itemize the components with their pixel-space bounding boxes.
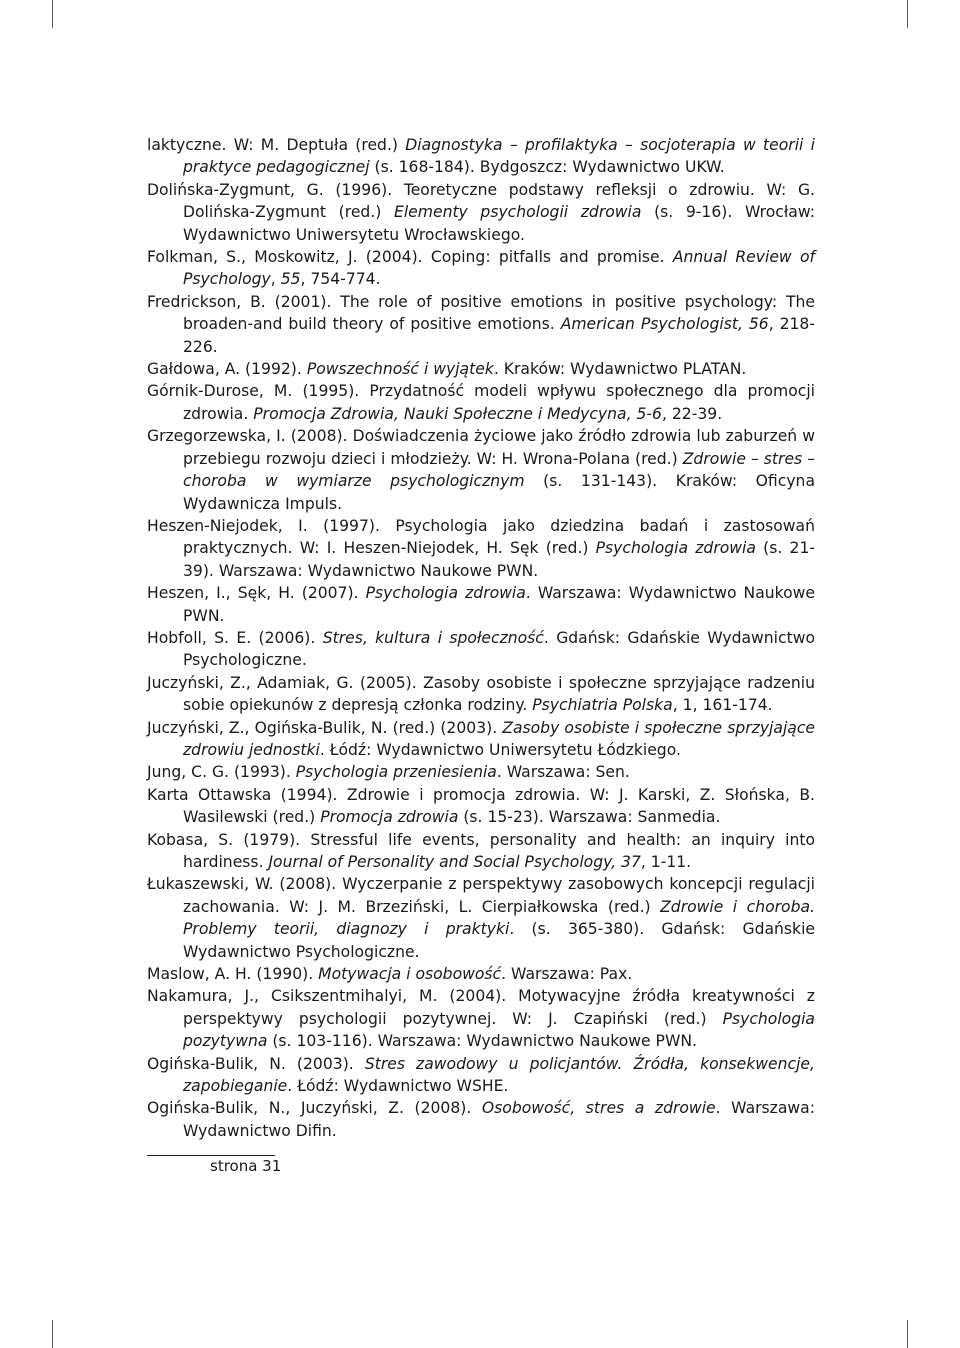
reference-text: laktyczne. W: M. Deptuła (red.) bbox=[147, 136, 406, 154]
reference-text: Ogińska-Bulik, N., Juczyński, Z. (2008). bbox=[147, 1099, 482, 1118]
reference-title-italic: Osobowość, stres a zdrowie bbox=[481, 1099, 716, 1118]
reference-text: (s. 131-143). Kraków: Oficyna Wydawnicza Impuls. bbox=[183, 472, 815, 513]
reference-text: Heszen-Niejodek, I. (1997). Psychologia jako dziedzina badań i zastosowań praktycznych. W: I. Heszen-Niejodek, H. Sęk (red.) bbox=[147, 516, 815, 558]
reference-text: Karta Ottawska (1994). Zdrowie i promocja zdrowia. W: J. Karski, Z. Słońska, B. Wasilewski (red.) bbox=[147, 785, 815, 827]
reference-title-italic: Psychologia zdrowia bbox=[365, 584, 526, 603]
reference-entry bbox=[147, 761, 815, 783]
reference-entry bbox=[147, 627, 815, 672]
crop-mark-bottom-right bbox=[907, 1320, 908, 1348]
reference-text: Dolińska-Zygmunt, G. (1996). Teoretyczne podstawy refleksji o zdrowiu. W: G. Dolińska-Zygmunt (red.) bbox=[147, 180, 815, 222]
reference-entry bbox=[147, 985, 815, 1052]
reference-entry bbox=[147, 134, 815, 179]
reference-title-italic: Annual Review of Psychology bbox=[183, 248, 815, 289]
reference-text: , 754-774. bbox=[300, 270, 381, 289]
reference-title-italic: Promocja Zdrowia, Nauki Społeczne i Medycyna, 5-6 bbox=[253, 404, 662, 423]
reference-text: Kobasa, S. (1979). Stressful life events, personality and health: an inquiry into hardiness. bbox=[147, 830, 815, 871]
crop-mark-bottom-left bbox=[52, 1320, 53, 1348]
reference-text: Folkman, S., Moskowitz, J. (2004). Coping: pitfalls and promise. bbox=[147, 248, 673, 267]
reference-title-italic: Psychologia zdrowia bbox=[595, 539, 756, 558]
reference-title-italic: Elementy psychologii zdrowia bbox=[394, 203, 642, 222]
reference-title-italic: Motywacja i osobowość bbox=[318, 965, 502, 984]
reference-text: Hobfoll, S. E. (2006). bbox=[147, 628, 323, 647]
reference-title-italic: Zdrowie – stres – choroba w wymiarze psychologicznym bbox=[183, 449, 815, 491]
reference-title-italic: Stres zawodowy u policjantów. Źródła, konsekwencje, zapobieganie bbox=[183, 1054, 815, 1096]
reference-entry bbox=[147, 515, 815, 582]
reference-text: (s. 168-184). Bydgoszcz: Wydawnictwo UKW. bbox=[369, 158, 725, 177]
reference-text: . Łódź: Wydawnictwo Uniwersytetu Łódzkiego. bbox=[319, 740, 681, 759]
reference-entry bbox=[147, 1053, 815, 1098]
reference-title-italic: Journal of Personality and Social Psychology, 37 bbox=[268, 853, 641, 871]
reference-text: (s. 103-116). Warszawa: Wydawnictwo Naukowe PWN. bbox=[267, 1032, 697, 1051]
reference-text: Grzegorzewska, I. (2008). Doświadczenia życiowe jako źródło zdrowia lub zaburzeń w przebiegu rozwoju dzieci i młodzieży. W: H. Wrona-Polana (red.) bbox=[147, 427, 815, 468]
reference-text: , 218-226. bbox=[183, 315, 815, 356]
reference-text: (s. 21- 39). Warszawa: Wydawnictwo Naukowe PWN. bbox=[183, 539, 815, 580]
reference-title-italic: Psychologia przeniesienia bbox=[295, 763, 497, 782]
reference-text: . Warszawa: Wydawnictwo Difin. bbox=[183, 1099, 815, 1140]
page-number: strona 31 bbox=[210, 1157, 282, 1175]
reference-text: Górnik-Durose, M. (1995). Przydatność modeli wpływu społecznego dla promocji zdrowia. bbox=[147, 382, 815, 423]
reference-text: Łukaszewski, W. (2008). Wyczerpanie z perspektywy zasobowych koncepcji regulacji zachowania. W: J. M. Brzeziński, L. Cierpiałkowska (red.) bbox=[147, 875, 815, 916]
reference-title-italic: Zasoby osobiste i społeczne sprzyjające zdrowiu jednostki bbox=[183, 718, 815, 759]
reference-title-italic: Zdrowie i choroba. Problemy teorii, diagnozy i praktyki bbox=[183, 897, 815, 939]
reference-text: Jung, C. G. (1993). bbox=[147, 763, 296, 782]
reference-text: Fredrickson, B. (2001). The role of positive emotions in positive psychology: The broaden-and build theory of positive emotions. bbox=[147, 292, 815, 334]
reference-title-italic: 55 bbox=[280, 270, 301, 289]
crop-mark-top-right bbox=[907, 0, 908, 28]
reference-entry bbox=[147, 672, 815, 717]
reference-entry bbox=[147, 380, 815, 425]
reference-title-italic: Stres, kultura i społeczność bbox=[322, 628, 544, 647]
reference-entry bbox=[147, 425, 815, 515]
reference-list bbox=[147, 134, 815, 1142]
reference-entry bbox=[147, 582, 815, 627]
reference-text: Heszen, I., Sęk, H. (2007). bbox=[147, 584, 366, 603]
reference-text: , 1-11. bbox=[640, 853, 692, 871]
reference-entry bbox=[147, 179, 815, 246]
reference-text: . Kraków: Wydawnictwo PLATAN. bbox=[493, 360, 747, 379]
reference-text: . Gdańsk: Gdańskie Wydawnictwo Psychologiczne. bbox=[183, 628, 815, 670]
reference-text: (s. 9-16). Wrocław: Wydawnictwo Uniwersytetu Wrocławskiego. bbox=[183, 203, 815, 244]
reference-title-italic: Psychiatria Polska bbox=[532, 696, 673, 715]
reference-entry bbox=[147, 1097, 815, 1142]
reference-title-italic: American Psychologist, 56 bbox=[560, 315, 769, 334]
footer-rule bbox=[147, 1155, 275, 1156]
reference-text: Juczyński, Z., Adamiak, G. (2005). Zasoby osobiste i społeczne sprzyjające radzeniu sobie opiekunów z depresją członka rodziny. bbox=[147, 673, 815, 715]
reference-text: . (s. 365-380). Gdańsk: Gdańskie Wydawnictwo Psychologiczne. bbox=[183, 920, 815, 961]
reference-entry bbox=[147, 717, 815, 762]
reference-text: , 22-39. bbox=[661, 404, 723, 423]
reference-text: . Warszawa: Pax. bbox=[501, 965, 633, 984]
reference-entry bbox=[147, 291, 815, 358]
reference-text: Ogińska-Bulik, N. (2003). bbox=[147, 1054, 365, 1073]
reference-text: Gałdowa, A. (1992). bbox=[147, 360, 307, 379]
reference-text: (s. 15-23). Warszawa: Sanmedia. bbox=[458, 808, 721, 827]
reference-title-italic: Promocja zdrowia bbox=[320, 808, 459, 827]
crop-mark-top-left bbox=[52, 0, 53, 28]
reference-entry bbox=[147, 873, 815, 963]
reference-entry bbox=[147, 963, 815, 985]
reference-entry bbox=[147, 784, 815, 829]
reference-text: . Warszawa: Wydawnictwo Naukowe PWN. bbox=[183, 584, 816, 625]
reference-title-italic: Powszechność i wyjątek bbox=[306, 360, 494, 379]
reference-entry bbox=[147, 358, 815, 380]
reference-entry bbox=[147, 246, 815, 291]
reference-title-italic: Psychologia pozytywna bbox=[183, 1009, 815, 1051]
reference-text: , 1, 161-174. bbox=[672, 696, 773, 715]
reference-title-italic: Diagnostyka – profilaktyka – socjoterapia w teorii i praktyce pedagogicznej bbox=[183, 136, 816, 177]
reference-text: Juczyński, Z., Ogińska-Bulik, N. (red.) (2003). bbox=[147, 718, 503, 737]
reference-text: . Warszawa: Sen. bbox=[496, 763, 630, 782]
reference-text: Maslow, A. H. (1990). bbox=[147, 965, 319, 984]
reference-text: Nakamura, J., Csikszentmihalyi, M. (2004). Motywacyjne źródła kreatywności z perspektywy psychologii pozytywnej. W: J. Czapiński (red.) bbox=[147, 987, 815, 1028]
reference-entry bbox=[147, 829, 815, 874]
reference-text: . Łódź: Wydawnictwo WSHE. bbox=[287, 1077, 509, 1096]
reference-text: , bbox=[270, 270, 281, 289]
